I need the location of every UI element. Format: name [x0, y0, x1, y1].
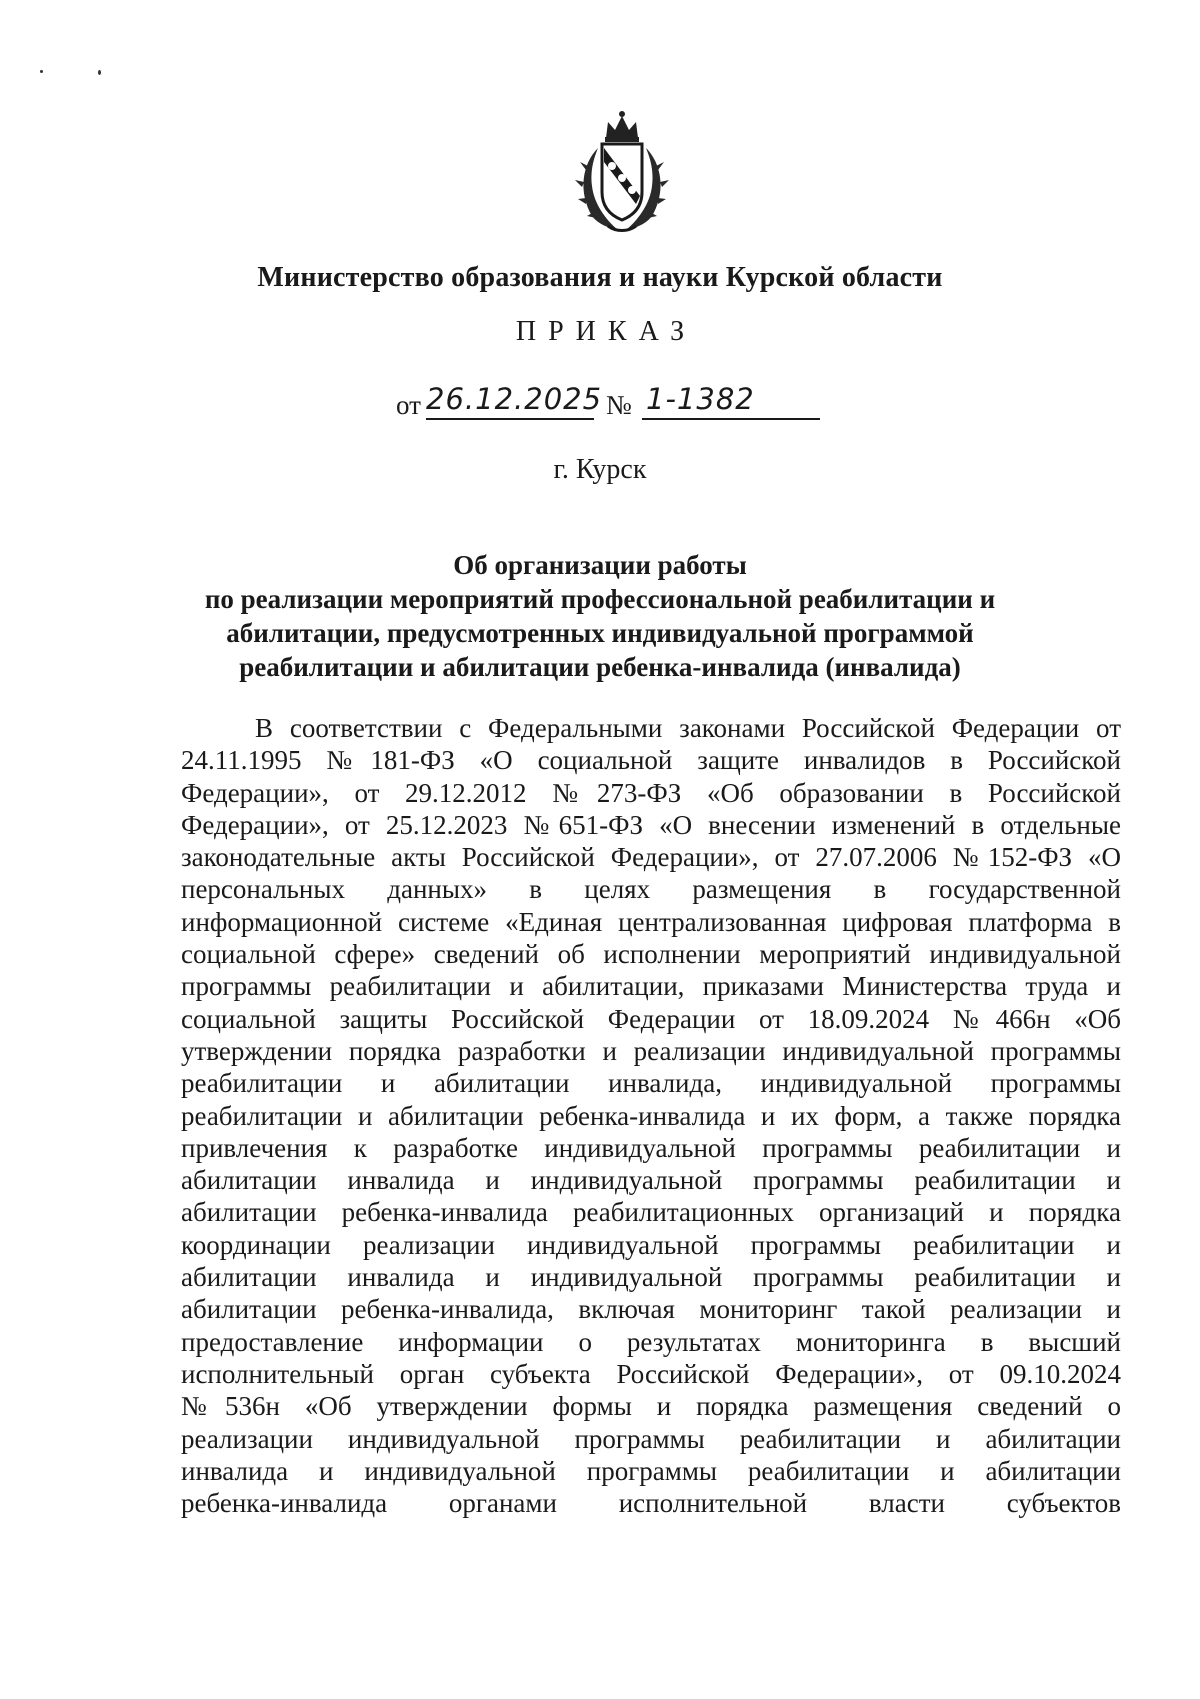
- handwritten-number: 1-1382: [646, 382, 755, 416]
- body-text-line: абилитации ребенка-инвалида реабилитационных организаций и порядка: [181, 1197, 1121, 1228]
- body-text-line: предоставление информации о результатах мониторинга в высший: [181, 1326, 1121, 1357]
- title-line: абилитации, предусмотренных индивидуальной программой: [226, 618, 974, 648]
- handwritten-date: 26.12.2025: [426, 382, 603, 416]
- body-text-line: абилитации инвалида и индивидуальной программы реабилитации и: [181, 1262, 1121, 1293]
- title-line: Об организации работы: [453, 550, 747, 580]
- document-type: ПРИКАЗ: [515, 316, 697, 347]
- body-text-line: социальной сфере» сведений об исполнении мероприятий индивидуальной: [181, 939, 1121, 970]
- body-text-line: программы реабилитации и абилитации, приказами Министерства труда и: [181, 971, 1121, 1002]
- date-underline: [426, 418, 594, 420]
- body-text-line: утверждении порядка разработки и реализации индивидуальной программы: [181, 1035, 1121, 1066]
- body-text-line: привлечения к разработке индивидуальной программы реабилитации и: [181, 1132, 1121, 1163]
- body-text-line: персональных данных» в целях размещения в государственной: [181, 874, 1121, 905]
- body-text-line: законодательные акты Российской Федерации», от 27.07.2006 №152-ФЗ «О: [181, 842, 1121, 873]
- body-text-line: исполнительный орган субъекта Российской Федерации», от 09.10.2024: [181, 1358, 1121, 1389]
- body-text-line: социальной защиты Российской Федерации от 18.09.2024 №466н «Об: [181, 1003, 1121, 1034]
- body-text-line: 24.11.1995 №181-ФЗ «О социальной защите инвалидов в Российской: [181, 745, 1121, 776]
- document-body: [181, 712, 1121, 1519]
- body-text-line: абилитации инвалида и индивидуальной программы реабилитации и: [181, 1165, 1121, 1196]
- number-prefix: №: [606, 390, 632, 420]
- date-prefix: от: [396, 390, 421, 420]
- document-title: [0, 548, 1200, 684]
- body-text-line: №536н «Об утверждении формы и порядка размещения сведений о: [181, 1391, 1121, 1422]
- title-line: реабилитации и абилитации ребенка-инвалида (инвалида): [239, 652, 961, 682]
- body-text-line: ребенка-инвалида органами исполнительной власти субъектов: [181, 1488, 1121, 1519]
- body-text-line: реабилитации и абилитации ребенка-инвалида и их форм, а также порядка: [181, 1100, 1121, 1131]
- city: г. Курск: [553, 454, 647, 485]
- body-text-line: информационной системе «Единая централизованная цифровая платформа в: [181, 906, 1121, 937]
- body-text-line: координации реализации индивидуальной программы реабилитации и: [181, 1229, 1121, 1260]
- body-text-line: реализации индивидуальной программы реабилитации и абилитации: [181, 1423, 1121, 1454]
- ministry-name: Министерство образования и науки Курской области: [257, 262, 943, 293]
- scan-speck: [98, 70, 101, 75]
- title-line: по реализации мероприятий профессиональной реабилитации и: [204, 584, 996, 614]
- date-number-line: [396, 382, 896, 426]
- number-underline: [642, 418, 820, 420]
- scan-speck: [40, 70, 43, 73]
- kursk-coat-of-arms-emblem: [568, 108, 676, 234]
- body-text-line: абилитации ребенка-инвалида, включая мониторинг такой реализации и: [181, 1294, 1121, 1325]
- body-text-line: Федерации», от 25.12.2023 №651-ФЗ «О внесении изменений в отдельные: [181, 809, 1121, 840]
- body-text-line: Федерации», от 29.12.2012 №273-ФЗ «Об образовании в Российской: [181, 777, 1121, 808]
- body-text-line: инвалида и индивидуальной программы реабилитации и абилитации: [181, 1455, 1121, 1486]
- body-text-line: В соответствии с Федеральными законами Российской Федерации от: [255, 713, 1121, 743]
- body-text-line: реабилитации и абилитации инвалида, индивидуальной программы: [181, 1068, 1121, 1099]
